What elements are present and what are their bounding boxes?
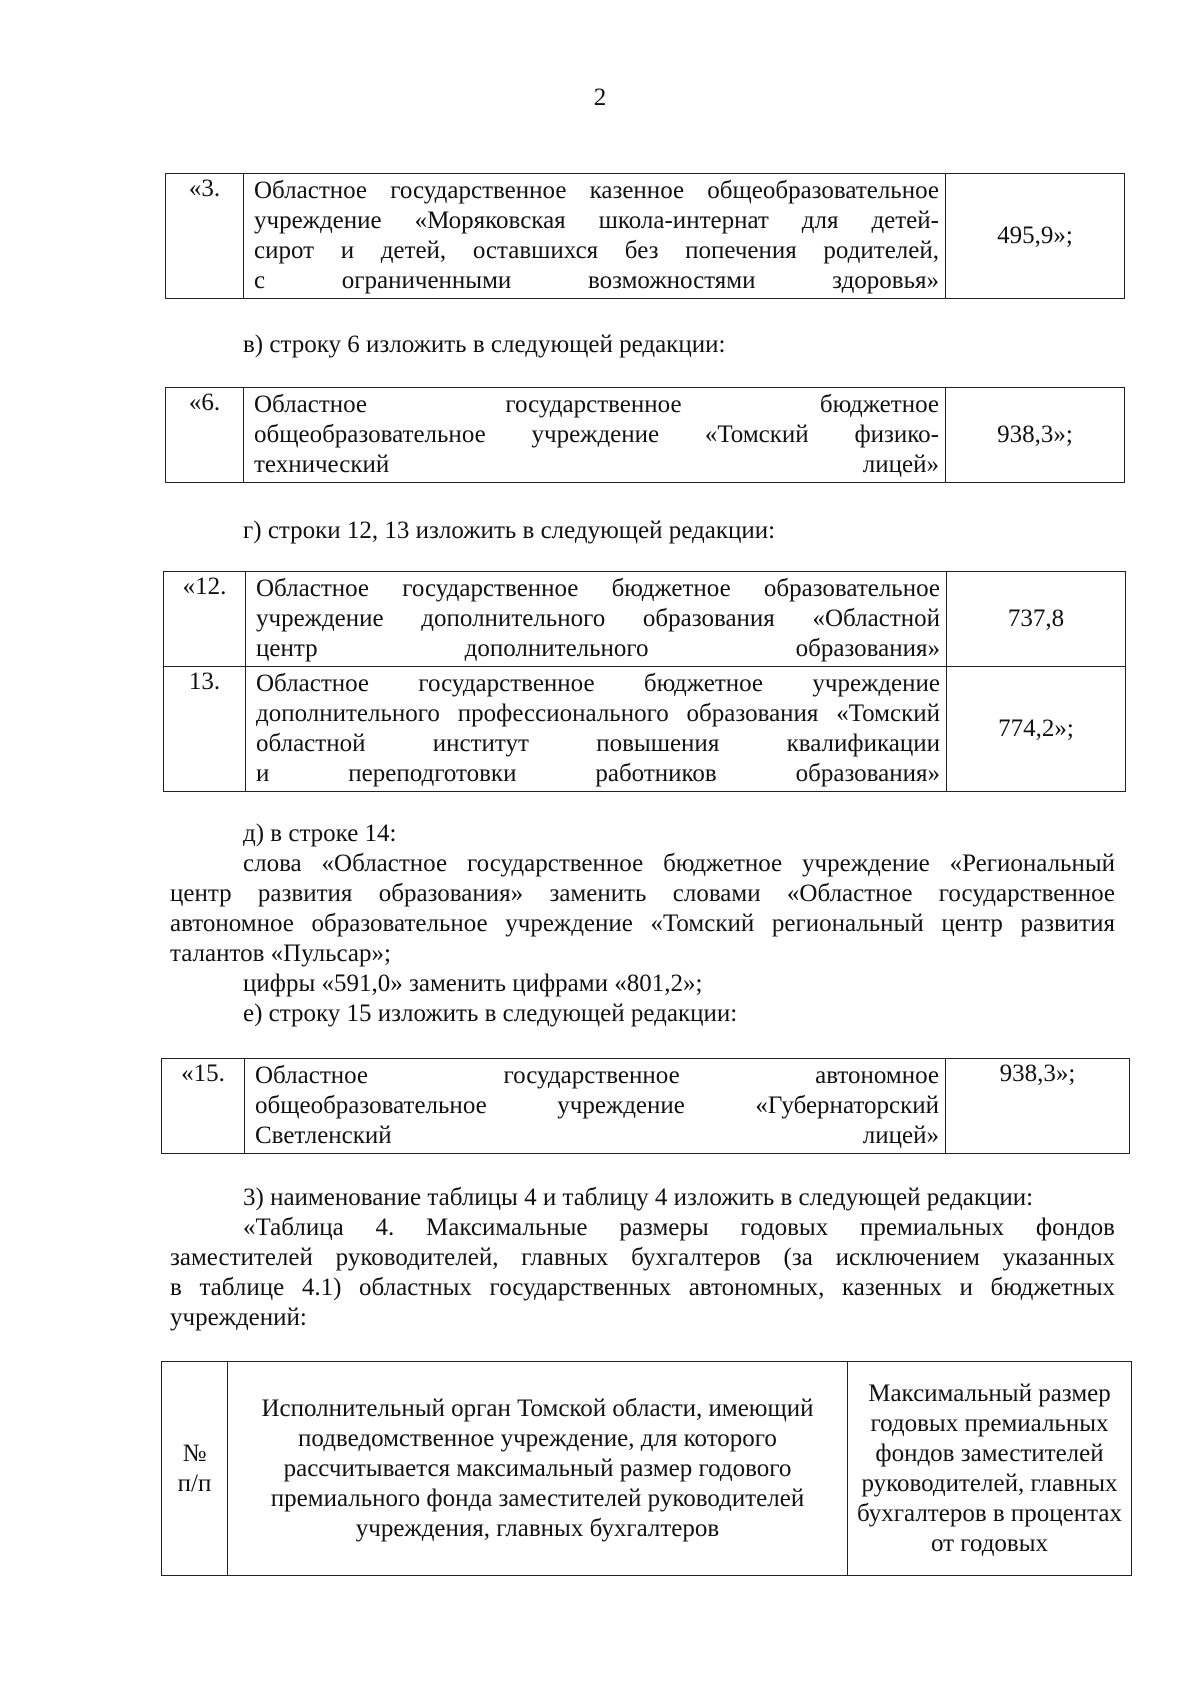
row-number: «3. bbox=[166, 174, 244, 299]
text-line: областной институт повышения квалификации bbox=[256, 730, 940, 757]
table-title-line: «Таблица 4. Максимальные размеры годовых премиальных фондов bbox=[243, 1214, 1115, 1241]
table-row-15 bbox=[161, 1058, 1130, 1154]
table-row bbox=[166, 388, 1125, 483]
header-text: Исполнительный орган Томской области, имеющий подведомственное учреждение, для которого рассчитывается максимальный размер годового премиального фонда заместителей руководителей учреждения, главных бухгалтеров bbox=[261, 1394, 814, 1542]
amount-value: 774,2»; bbox=[947, 667, 1126, 792]
header-text: Максимальный размер годовых премиальных фондов заместителей руководителей, главных бухгалтеров в процентах от годовых bbox=[856, 1379, 1122, 1557]
text-line: Областное государственное бюджетное образовательное bbox=[256, 575, 940, 602]
text-line: дополнительного профессионального образования «Томский bbox=[256, 700, 940, 727]
row-number: «6. bbox=[166, 388, 244, 483]
text-line: учреждение дополнительного образования «Областной bbox=[256, 605, 940, 632]
text-line: Областное государственное автономное bbox=[255, 1062, 939, 1089]
table-title-line: учреждений: bbox=[170, 1304, 307, 1331]
text-line: общеобразовательное учреждение «Губернаторский bbox=[255, 1092, 939, 1119]
text-line: цифры «591,0» заменить цифрами «801,2»; bbox=[243, 970, 703, 997]
text-line: технический лицей» bbox=[254, 451, 939, 478]
paragraph-g bbox=[170, 516, 1115, 546]
institution-name bbox=[245, 1059, 946, 1154]
table-title-line: в таблице 4.1) областных государственных автономных, казенных и бюджетных bbox=[170, 1274, 1115, 1301]
row-number: «12. bbox=[164, 572, 246, 667]
text-line: сирот и детей, оставшихся без попечения родителей, bbox=[254, 237, 939, 264]
row-number: 13. bbox=[164, 667, 246, 792]
text-line: и переподготовки работников образования» bbox=[256, 760, 940, 787]
amount-value: 737,8 bbox=[947, 572, 1126, 667]
text-line: с ограниченными возможностями здоровья» bbox=[254, 267, 939, 294]
institution-name bbox=[246, 572, 947, 667]
table-rows-12-13 bbox=[163, 571, 1126, 792]
table-4-header bbox=[161, 1361, 1132, 1576]
header-max-size bbox=[848, 1362, 1132, 1576]
paragraph-3 bbox=[170, 1183, 1115, 1333]
amount-value: 495,9»; bbox=[946, 174, 1125, 299]
institution-name bbox=[244, 388, 946, 483]
text-line: талантов «Пульсар»; bbox=[170, 940, 391, 967]
table-row bbox=[164, 667, 1126, 792]
table-row bbox=[166, 174, 1125, 299]
instruction-text: в) строку 6 изложить в следующей редакции: bbox=[243, 331, 726, 358]
table-row bbox=[164, 572, 1126, 667]
institution-name bbox=[246, 667, 947, 792]
row-number: «15. bbox=[162, 1059, 245, 1154]
amount-value: 938,3»; bbox=[946, 388, 1125, 483]
text-line: учреждение «Моряковская школа-интернат для детей- bbox=[254, 207, 939, 234]
page-number: 2 bbox=[593, 84, 607, 111]
text-line: Областное государственное бюджетное учреждение bbox=[256, 670, 940, 697]
table-title-line: заместителей руководителей, главных бухгалтеров (за исключением указанных bbox=[170, 1244, 1115, 1271]
text-line: Областное государственное бюджетное bbox=[254, 391, 939, 418]
institution-name bbox=[244, 174, 946, 299]
header-executive-body bbox=[228, 1362, 848, 1576]
paragraph-v bbox=[170, 330, 1115, 360]
text-line: общеобразовательное учреждение «Томский физико- bbox=[254, 421, 939, 448]
text-line: автономное образовательное учреждение «Томский региональный центр развития bbox=[170, 910, 1115, 937]
header-text: № п/п bbox=[177, 1439, 212, 1497]
table-row bbox=[162, 1059, 1130, 1154]
amount-value: 938,3»; bbox=[946, 1059, 1130, 1154]
header-number bbox=[162, 1362, 228, 1576]
table-row-6 bbox=[165, 387, 1125, 483]
table-row-3 bbox=[165, 173, 1125, 299]
instruction-text: е) строку 15 изложить в следующей редакции: bbox=[243, 1000, 738, 1027]
table-header-row bbox=[162, 1362, 1132, 1576]
instruction-text: г) строки 12, 13 изложить в следующей редакции: bbox=[243, 517, 776, 544]
text-line: Светленский лицей» bbox=[255, 1122, 939, 1149]
text-line: Областное государственное казенное общеобразовательное bbox=[254, 177, 939, 204]
text-line: слова «Областное государственное бюджетное учреждение «Региональный bbox=[243, 850, 1115, 877]
instruction-text: д) в строке 14: bbox=[243, 820, 397, 847]
paragraph-d bbox=[170, 819, 1115, 1029]
instruction-text: 3) наименование таблицы 4 и таблицу 4 изложить в следующей редакции: bbox=[243, 1184, 1034, 1211]
text-line: центр развития образования» заменить словами «Областное государственное bbox=[170, 880, 1115, 907]
text-line: центр дополнительного образования» bbox=[256, 635, 940, 662]
